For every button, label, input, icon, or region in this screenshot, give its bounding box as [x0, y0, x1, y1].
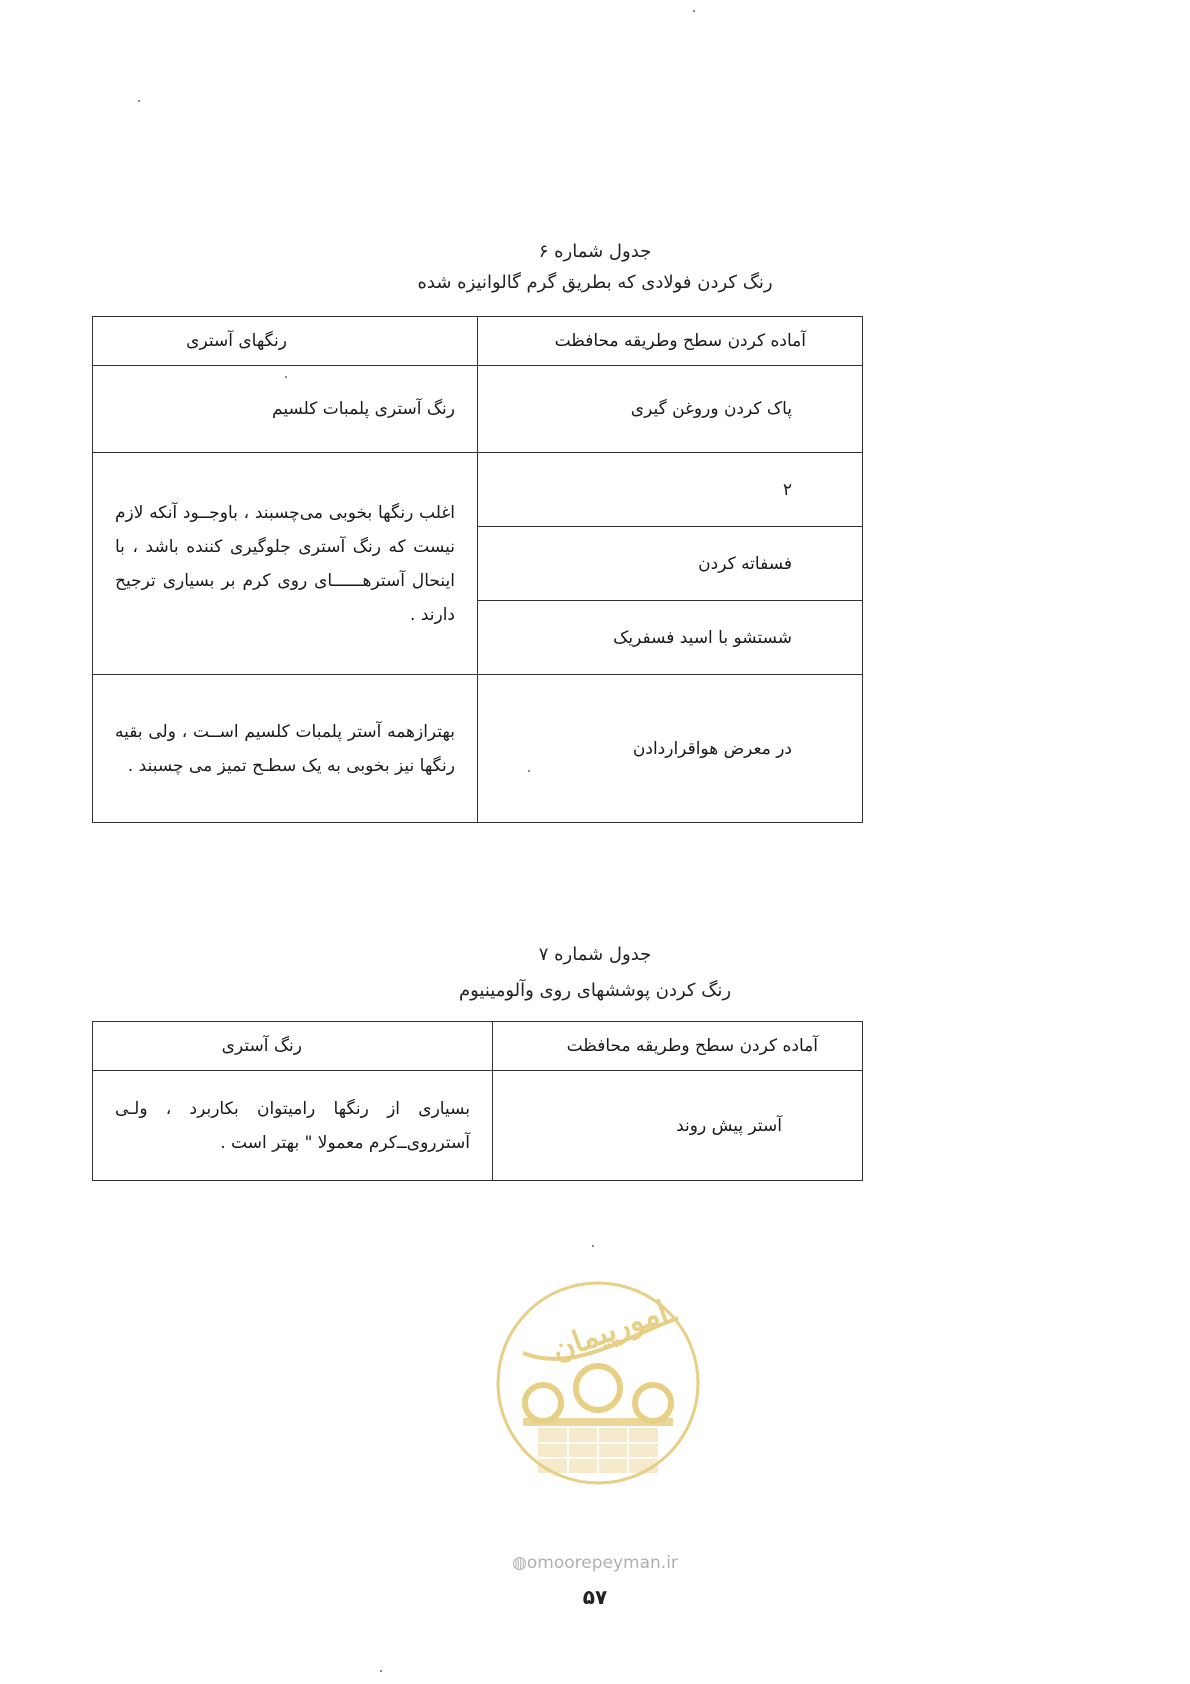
table-row: [93, 453, 863, 527]
table1-r2-prep: ۲: [478, 453, 863, 527]
table1: [92, 316, 863, 823]
table2-header-row: [93, 1022, 863, 1071]
table2-header-paint: رنگ آستری: [93, 1022, 493, 1071]
table1-header-row: [93, 317, 863, 366]
table1-r5-prep: در معرض هواقراردادن: [478, 675, 863, 823]
table2-caption-title: رنگ کردن پوششهای روی وآلومینیوم: [458, 980, 732, 1001]
scan-speck: [138, 100, 140, 102]
table2-r1-paint: [93, 1071, 493, 1181]
table1-r4-prep: شستشو با اسید فسفریک: [478, 601, 863, 675]
globe-icon: ◍: [512, 1553, 527, 1573]
watermark-site: [0, 1553, 1190, 1573]
table2: [92, 1021, 863, 1181]
table2-r1-paint-text: بسیاری از رنگها رامیتوان بکاربرد ، ولـی آستر‌روی‌ــ‌کرم معمولا " بهتر است .: [115, 1098, 470, 1153]
table1-r1-prep: پاک کردن وروغن گیری: [478, 366, 863, 453]
table1-caption-title: رنگ کردن فولادی که بطریق گرم گالوانیزه شده: [417, 272, 773, 293]
table1-r5-paint-text: بهترازهمه آستر پلمبات کلسیم اســت ، ولی بقیه رنگها نیز بخوبی به یک سطـح تمیز می چسبند .: [115, 721, 455, 776]
table1-r234-paint: [93, 453, 478, 675]
table-row: [93, 1071, 863, 1181]
table1-header-paint: رنگهای آستری: [93, 317, 478, 366]
scan-speck: [693, 10, 695, 12]
table1-r1-paint: رنگ آستری پلمبات کلسیم: [93, 366, 478, 453]
watermark-logo-text: امورپیمان: [547, 1294, 673, 1369]
scan-speck: [285, 376, 287, 378]
watermark-site-text: omoorepeyman.ir: [526, 1553, 678, 1573]
table1-r5-paint: [93, 675, 478, 823]
scan-speck: [528, 770, 530, 772]
page-number: ۵۷: [582, 1585, 608, 1609]
table1-r234-paint-text: اغلب رنگها بخوبی می‌چسبند ، باوجــود آنکه لازم نیست که رنگ آستری جلوگیری کننده باشد ، با اینحال آسترهــــــای روی کرم بر بسیاری ترجیح دارند .: [115, 502, 455, 625]
table2-r1-prep: آستر پیش روند: [493, 1071, 863, 1181]
scan-speck: [592, 1245, 594, 1247]
table-row: [93, 366, 863, 453]
table-row: [93, 675, 863, 823]
table2-header-prep: آماده کردن سطح وطریقه محافظت: [493, 1022, 863, 1071]
table1-caption-number: جدول شماره ۶: [538, 241, 652, 262]
watermark-logo-icon: [493, 1278, 703, 1488]
scan-speck: [380, 1670, 382, 1672]
table1-header-prep: آماده کردن سطح وطریقه محافظت: [478, 317, 863, 366]
table1-r3-prep: فسفاته کردن: [478, 527, 863, 601]
table2-caption-number: جدول شماره ۷: [538, 944, 652, 965]
